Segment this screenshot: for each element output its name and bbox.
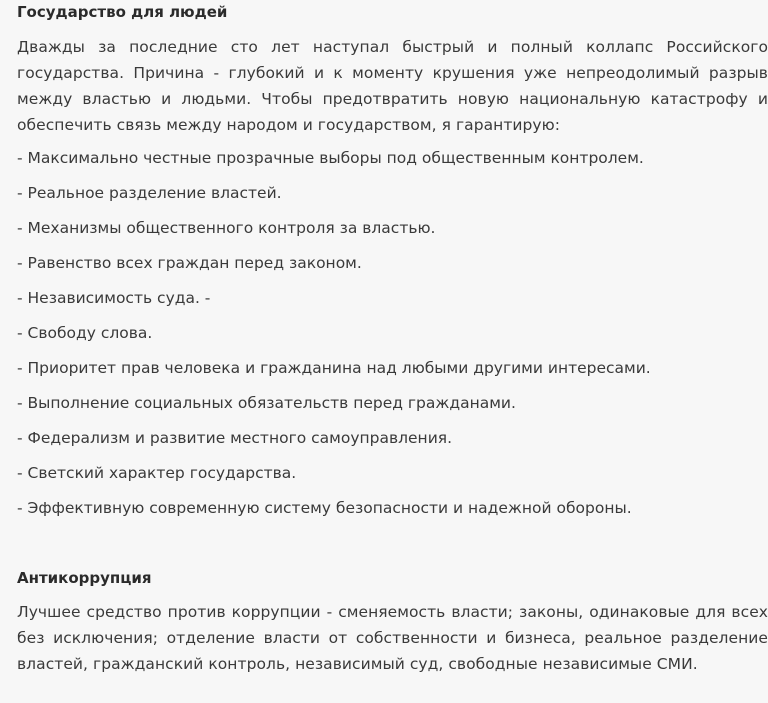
list-item: - Эффективную современную систему безопасности и надежной обороны. bbox=[17, 499, 632, 517]
list-item: - Светский характер государства. bbox=[17, 464, 297, 482]
list-item: - Механизмы общественного контроля за властью. bbox=[17, 219, 436, 237]
list-item: - Реальное разделение властей. bbox=[17, 184, 282, 202]
list-item: - Максимально честные прозрачные выборы под общественным контролем. bbox=[17, 149, 644, 167]
list-item: - Независимость суда. - bbox=[17, 289, 211, 307]
section-paragraph-anticorruption: Лучшее средство против коррупции - сменяемость власти; законы, одинаковые для всех без исключения; отделение власти от собственности и бизнеса, реальное разделение властей, гражданский контроль, независимый суд, свободные независимые СМИ. bbox=[17, 603, 768, 673]
section-title-anticorruption: Антикоррупция bbox=[17, 569, 152, 587]
list-item: - Выполнение социальных обязательств перед гражданами. bbox=[17, 394, 516, 412]
list-item: - Свободу слова. bbox=[17, 324, 153, 342]
section-title-state-for-people: Государство для людей bbox=[17, 3, 228, 21]
guarantees-list bbox=[17, 145, 651, 530]
list-item: - Федерализм и развитие местного самоуправления. bbox=[17, 429, 453, 447]
section-paragraph-state-for-people: Дважды за последние сто лет наступал быстрый и полный коллапс Российского государства. Причина - глубокий и к моменту крушения уже непреодолимый разрыв между властью и людьми. Чтобы предотвратить новую национальную катастрофу и обеспечить связь между народом и государством, я гарантирую: bbox=[17, 38, 768, 134]
list-item: - Приоритет прав человека и гражданина над любыми другими интересами. bbox=[17, 359, 651, 377]
list-item: - Равенство всех граждан перед законом. bbox=[17, 254, 362, 272]
